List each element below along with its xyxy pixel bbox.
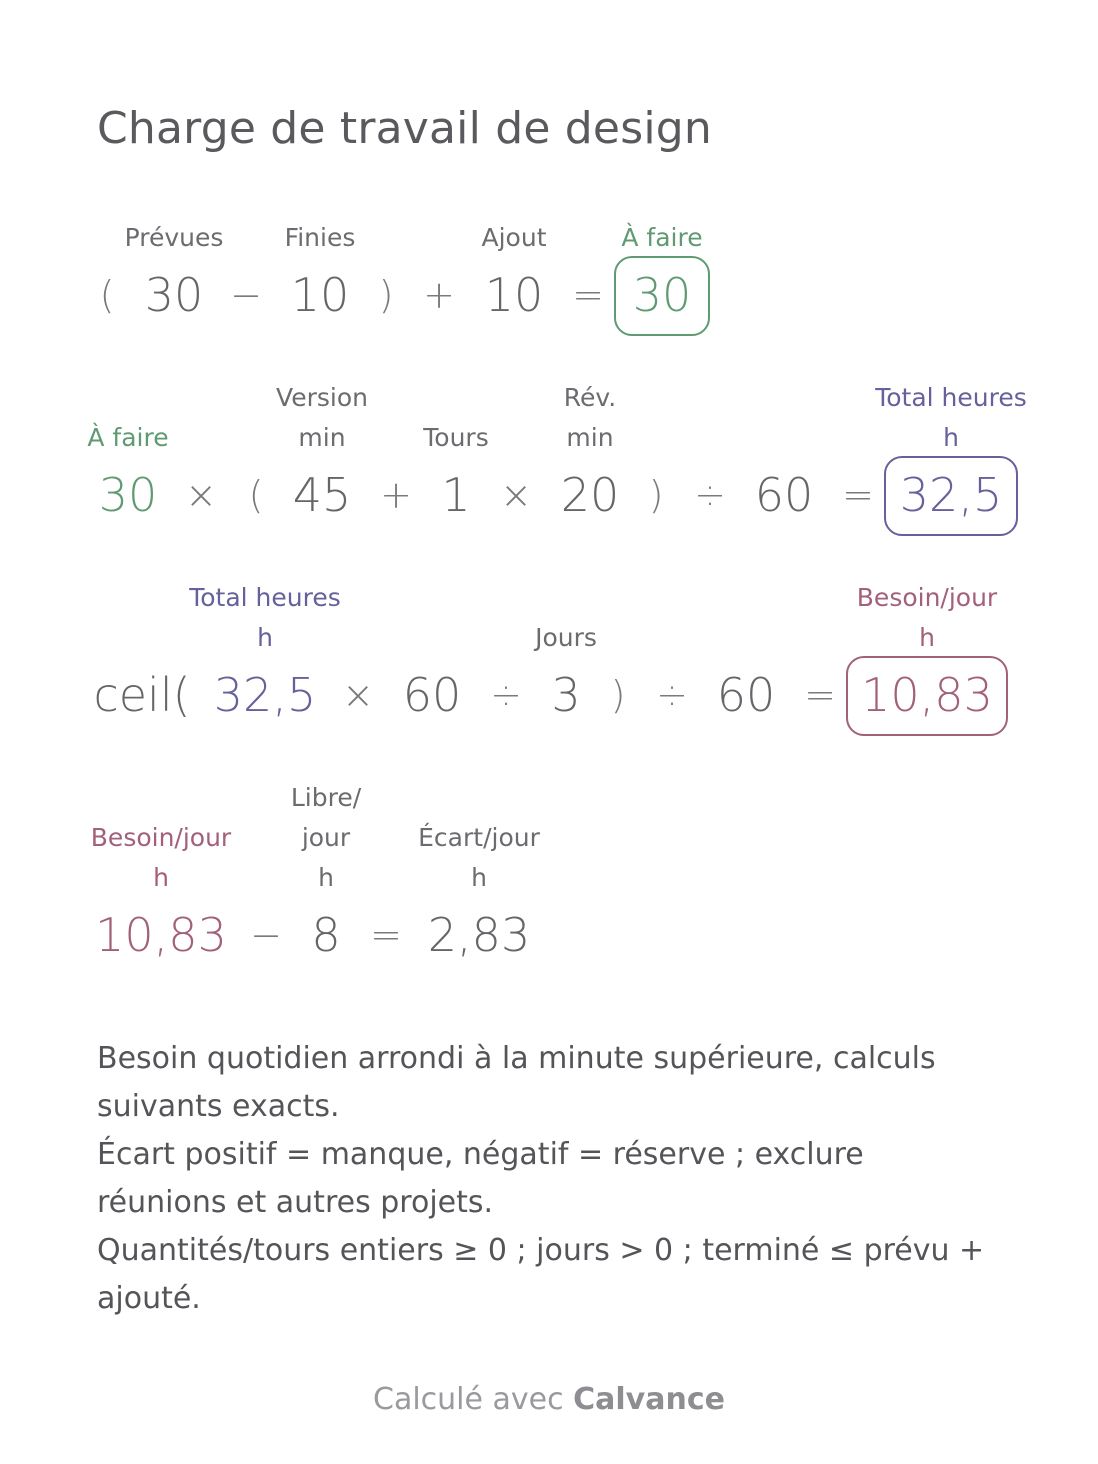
label-version: Version xyxy=(276,383,368,412)
result-daily-gap: 2,83 xyxy=(427,908,531,962)
label-free-unit: h xyxy=(318,863,334,892)
value-remaining: 30 xyxy=(98,468,158,522)
value-free-per-day[interactable]: 8 xyxy=(311,908,341,962)
value-total-hours: 32,5 xyxy=(213,668,317,722)
label-planned: Prévues xyxy=(124,223,224,252)
value-sixty: 60 xyxy=(754,468,814,522)
label-free: Libre/ xyxy=(290,783,362,812)
divide-operator: ÷ xyxy=(656,673,688,717)
label-daily-need-result: Besoin/jour xyxy=(856,583,998,612)
plus-operator: + xyxy=(380,473,412,517)
value-added[interactable]: 10 xyxy=(484,268,544,322)
label-review: Rév. xyxy=(563,383,617,412)
label-total-hours-unit: h xyxy=(257,623,273,652)
label-daily-need-unit: h xyxy=(919,623,935,652)
times-operator: × xyxy=(185,473,217,517)
times-operator: × xyxy=(500,473,532,517)
value-daily-need: 10,83 xyxy=(95,908,227,962)
open-paren: ( xyxy=(248,473,264,517)
equals-sign: = xyxy=(572,273,604,317)
label-remaining: À faire xyxy=(87,423,169,452)
result-daily-need: 10,83 xyxy=(861,668,993,722)
minus-operator: − xyxy=(230,273,262,317)
ceil-function: ceil( xyxy=(93,668,191,722)
footer-prefix: Calculé avec xyxy=(373,1382,564,1417)
result-remaining: 30 xyxy=(632,268,692,322)
open-paren: ( xyxy=(99,273,115,317)
note-rounding: Besoin quotidien arrondi à la minute supérieure, calculs suivants exacts. xyxy=(97,1041,936,1124)
label-days: Jours xyxy=(535,623,597,652)
label-total-hours-result: Total heures xyxy=(875,383,1027,412)
value-sixty: 60 xyxy=(716,668,776,722)
footer xyxy=(0,1382,1098,1417)
notes xyxy=(97,1035,997,1323)
footer-brand[interactable]: Calvance xyxy=(573,1382,725,1417)
equals-sign: = xyxy=(804,673,836,717)
equals-sign: = xyxy=(370,913,402,957)
label-version-unit: min xyxy=(298,423,346,452)
value-rounds[interactable]: 1 xyxy=(441,468,471,522)
close-paren: ) xyxy=(378,273,394,317)
value-version[interactable]: 45 xyxy=(292,468,352,522)
page-title: Charge de travail de design xyxy=(97,103,712,154)
label-review-unit: min xyxy=(566,423,614,452)
label-free-day: jour xyxy=(301,823,351,852)
divide-operator: ÷ xyxy=(694,473,726,517)
close-paren: ) xyxy=(610,673,626,717)
equals-sign: = xyxy=(842,473,874,517)
minus-operator: − xyxy=(250,913,282,957)
value-planned[interactable]: 30 xyxy=(144,268,204,322)
label-added: Ajout xyxy=(481,223,547,252)
times-operator: × xyxy=(342,673,374,717)
label-total-hours-unit: h xyxy=(943,423,959,452)
note-constraints: Quantités/tours entiers ≥ 0 ; jours > 0 ; terminé ≤ prévu + ajouté. xyxy=(97,1233,985,1316)
label-daily-need-unit: h xyxy=(153,863,169,892)
divide-operator: ÷ xyxy=(490,673,522,717)
value-done[interactable]: 10 xyxy=(290,268,350,322)
label-rounds: Tours xyxy=(423,423,489,452)
value-sixty: 60 xyxy=(402,668,462,722)
label-remaining-result: À faire xyxy=(621,223,703,252)
label-total-hours: Total heures xyxy=(189,583,341,612)
value-review[interactable]: 20 xyxy=(560,468,620,522)
label-daily-need: Besoin/jour xyxy=(90,823,232,852)
label-done: Finies xyxy=(284,223,356,252)
plus-operator: + xyxy=(423,273,455,317)
result-total-hours: 32,5 xyxy=(899,468,1003,522)
close-paren: ) xyxy=(648,473,664,517)
label-gap: Écart/jour xyxy=(418,823,540,852)
value-days[interactable]: 3 xyxy=(551,668,581,722)
note-gap-sign: Écart positif = manque, négatif = réserve ; exclure réunions et autres projets. xyxy=(97,1137,864,1220)
label-gap-unit: h xyxy=(471,863,487,892)
